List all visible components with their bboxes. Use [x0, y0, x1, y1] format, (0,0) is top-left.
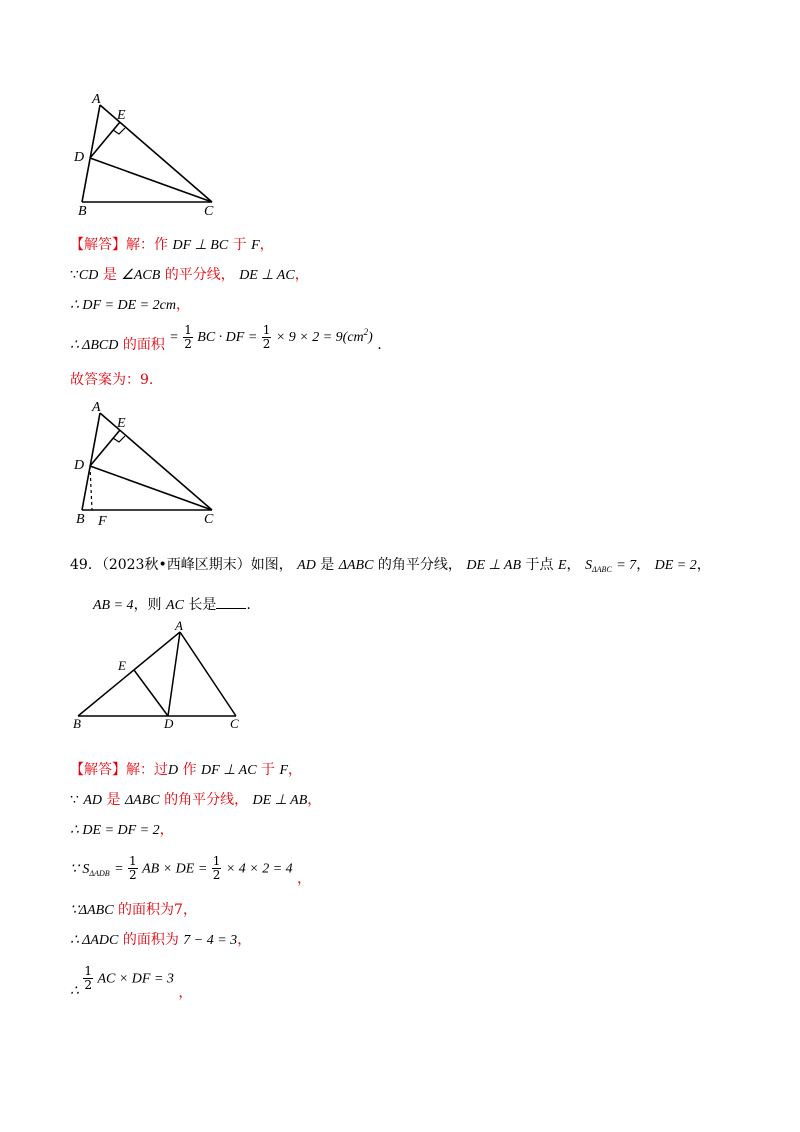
- math-text: AD: [297, 558, 316, 573]
- math-text: ∴: [70, 983, 79, 999]
- numerator: 1: [212, 854, 221, 868]
- text: 是: [106, 792, 121, 808]
- fraction: [83, 965, 93, 992]
- text: 是: [102, 267, 117, 283]
- text: ，: [237, 932, 252, 948]
- math-text: CD: [78, 268, 99, 283]
- text: ，: [307, 792, 322, 808]
- subscript: ΔADB: [89, 868, 110, 878]
- math-text: AD: [83, 793, 103, 808]
- solution2-line6: [70, 930, 251, 951]
- solution1-line4: [70, 322, 382, 359]
- edge-DE: [90, 122, 120, 158]
- label-A: A: [92, 400, 101, 415]
- label-A: A: [175, 618, 183, 633]
- label-C: C: [204, 512, 214, 527]
- label-D: D: [74, 458, 85, 473]
- math-text: F: [251, 238, 260, 253]
- problem49-line1: [70, 555, 711, 580]
- math-text: AC: [166, 598, 184, 613]
- figure-2: [70, 398, 230, 533]
- text: ，: [696, 557, 711, 573]
- math-text: AB = 4: [93, 598, 134, 613]
- math-text: 7 − 4 = 3: [183, 933, 238, 948]
- figure-1: [70, 90, 230, 225]
- period: .: [377, 337, 382, 353]
- math-text: DE ⊥ AB: [466, 558, 522, 573]
- problem-number: 49．: [70, 557, 102, 573]
- math-text: F: [279, 763, 288, 778]
- solution1-answer: 故答案为：9.: [70, 372, 154, 388]
- label-B: B: [73, 716, 81, 731]
- text: 是: [320, 557, 335, 573]
- label-E: E: [118, 658, 126, 673]
- problem49-line2: [93, 595, 251, 616]
- math-text: DE ⊥ AC: [239, 268, 295, 283]
- label-E: E: [117, 416, 126, 431]
- math-text: DE = 2: [654, 558, 697, 573]
- solution2-line3: [70, 820, 174, 841]
- because-symbol: ∵: [70, 792, 79, 808]
- label-E: E: [117, 108, 126, 123]
- math-text: × 4 × 2 = 4: [225, 861, 293, 877]
- edge-ED: [134, 670, 168, 716]
- solution1-line3: [70, 295, 190, 316]
- math-text: ∴ ΔADC: [70, 933, 119, 948]
- text: 的面积: [122, 337, 165, 353]
- text: ，则: [133, 597, 162, 613]
- math-text: D: [168, 763, 179, 778]
- figure-3: [70, 620, 250, 735]
- numerator: 1: [184, 322, 192, 337]
- math-text: ∴ DF = DE = 2cm: [70, 298, 176, 313]
- problem-source: （2023秋•西峰区期末）如图，: [101, 557, 293, 573]
- edge-AD: [168, 632, 180, 716]
- edge-AB: [78, 632, 180, 716]
- text: 于: [232, 237, 247, 253]
- text: ，: [159, 822, 174, 838]
- label-C: C: [204, 204, 214, 219]
- numerator: 1: [84, 964, 93, 978]
- solution2-line2: [70, 790, 321, 811]
- subscript: ΔABC: [591, 565, 612, 574]
- superscript: 2: [363, 327, 369, 337]
- label-C: C: [230, 716, 239, 731]
- math-text: =: [114, 861, 124, 877]
- label-B: B: [78, 204, 87, 219]
- label-A: A: [92, 92, 101, 107]
- math-text: [70, 862, 110, 877]
- edge-AB: [82, 105, 100, 202]
- text: ，: [288, 762, 302, 778]
- solution1-line1: [70, 235, 274, 256]
- text: ，: [259, 237, 274, 253]
- text: 的面积为7，: [118, 902, 197, 918]
- text: ，: [636, 557, 651, 573]
- denominator: 2: [84, 978, 93, 992]
- edge-AC: [180, 632, 236, 716]
- text: 作: [182, 762, 197, 778]
- denominator: 2: [262, 336, 271, 351]
- figure-3-diagram: [70, 620, 250, 735]
- solution2-line1: [70, 760, 302, 781]
- math-text: DF ⊥ BC: [172, 238, 229, 253]
- math-text: [275, 327, 373, 345]
- label-B: B: [76, 512, 85, 527]
- math-text: E: [557, 558, 567, 573]
- text: 于点: [525, 557, 554, 573]
- edge-DE: [90, 430, 120, 466]
- math-part: ∵ S: [70, 861, 90, 877]
- fraction: [212, 855, 222, 882]
- because-symbol: ∵: [70, 267, 79, 283]
- math-text: DE ⊥ AB: [252, 793, 308, 808]
- fraction: [262, 324, 272, 351]
- math-text: ∴ ΔBCD: [70, 338, 119, 353]
- label-D: D: [74, 150, 85, 165]
- math-text: =: [169, 330, 179, 345]
- answer-blank: [216, 596, 246, 609]
- text: ，: [566, 557, 581, 573]
- label-F: F: [98, 514, 107, 529]
- text: ，: [178, 984, 193, 1001]
- text: 的角平分线，: [377, 557, 462, 573]
- math-text: DF ⊥ AC: [201, 763, 257, 778]
- math-part: S: [584, 558, 592, 573]
- text: ，: [294, 267, 309, 283]
- denominator: 2: [184, 336, 192, 351]
- math-part: × 9 × 2 = 9(cm: [275, 330, 364, 345]
- text: 于: [260, 762, 275, 778]
- math-text: [585, 558, 612, 573]
- dashed-DF: [90, 466, 92, 510]
- text: ，: [175, 297, 190, 313]
- fraction: [128, 855, 138, 882]
- text: ，: [297, 870, 312, 887]
- edge-DC: [90, 158, 212, 202]
- label-D: D: [164, 716, 174, 731]
- math-text: ΔABC: [124, 793, 160, 808]
- math-text: BC · DF =: [197, 330, 258, 345]
- period: .: [246, 597, 251, 613]
- math-text: ∴ DE = DF = 2: [70, 823, 160, 838]
- text: 的面积为: [122, 932, 179, 948]
- denominator: 2: [212, 868, 221, 882]
- solution1-line2: [70, 265, 309, 286]
- math-text: ∵ΔABC: [70, 903, 114, 918]
- math-text: ∠ACB: [121, 268, 161, 283]
- text: 长是: [188, 597, 217, 613]
- math-text: AC × DF = 3: [97, 971, 174, 987]
- numerator: 1: [129, 854, 137, 868]
- numerator: 1: [262, 322, 271, 337]
- math-text: ΔABC: [338, 558, 374, 573]
- math-text: AB × DE =: [142, 861, 208, 877]
- math-part: ): [368, 330, 373, 345]
- text: 的角平分线，: [164, 792, 249, 808]
- answer-tag: 【解答】解：过: [70, 762, 168, 778]
- denominator: 2: [129, 868, 137, 882]
- fraction: [183, 324, 193, 351]
- edge-DC: [90, 466, 212, 510]
- text: 的平分线，: [164, 267, 235, 283]
- math-text: = 7: [616, 558, 637, 573]
- solution2-line5: [70, 900, 197, 921]
- answer-tag: 【解答】解：作: [70, 237, 168, 253]
- solution2-line4: [70, 854, 312, 887]
- edge-AB: [82, 413, 100, 510]
- solution2-line7: [70, 964, 193, 1001]
